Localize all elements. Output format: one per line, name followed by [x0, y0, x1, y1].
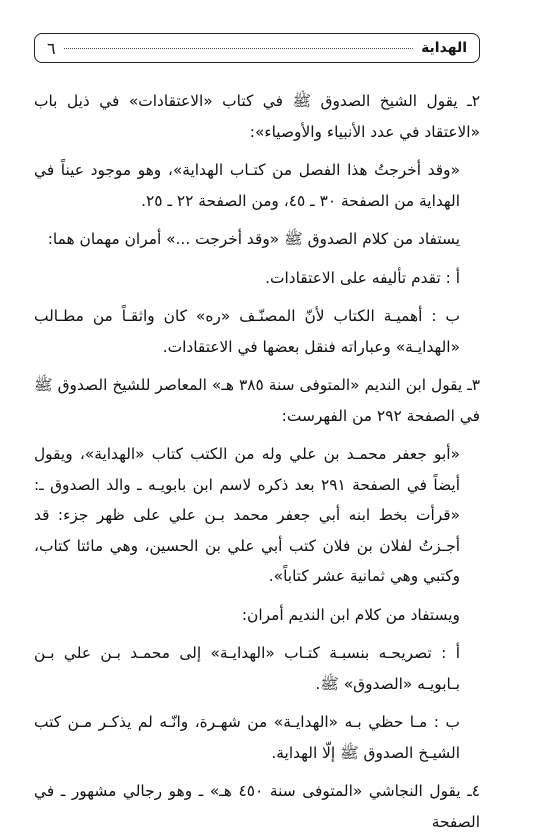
- quote-paragraph: «وقد أخرجتُ هذا الفصل من كتـاب الهداية»، وهو موجود عيناً في الهداية من الصفحة ٣٠ ـ ٤٥، ومن الصفحة ٢٢ ـ ٢٥.: [34, 161, 460, 210]
- page-number: ٦: [47, 38, 56, 58]
- header-dotted-leader: [64, 48, 413, 49]
- paragraph-item-2: ٢ـ يقول الشيخ الصدوق ﷺ في كتاب «الاعتقادات» في ذيل باب «الاعتقاد في عدد الأنبياء والأوصياء»:: [34, 92, 480, 141]
- point-b: ب : أهميـة الكتاب لأنّ المصنّـف «ره» كان واثقـاً من مطـالب «الهدايـة» وعباراته فنقل بعضها في الاعتقادات.: [34, 307, 460, 356]
- paragraph-item-4: ٤ـ يقول النجاشي «المتوفى سنة ٤٥٠ هـ» ـ وهو رجالي مشهور ـ في الصفحة: [34, 782, 480, 831]
- inference-paragraph-2: ويستفاد من كلام ابن النديم أمران:: [241, 605, 460, 624]
- page-header: [34, 33, 480, 63]
- page-body: [34, 86, 480, 837]
- paragraph-item-3: ٣ـ يقول ابن النديم «المتوفى سنة ٣٨٥ هـ» المعاصر للشيخ الصدوق ﷺ في الصفحة ٢٩٢ من الفهرست:: [34, 376, 480, 425]
- book-title: الهداية: [421, 40, 467, 56]
- point-b-2: ب : مـا حظي بـه «الهدايـة» من شهـرة، وانّـه لم يذكـر مـن كتب الشيـخ الصدوق ﷺ إلّا الهداية.: [34, 713, 460, 762]
- fihrist-quote: «أبو جعفر محمـد بن علي وله من الكتب كتاب «الهداية»، ويقول أيضاً في الصفحة ٢٩١ بعد ذكره لاسم ابن بابويـه ـ والد الصدوق ـ: «قرأت بخط ابنه أبي جعفر محمد بـن علي على ظهر جزء: قد أجـزتُ لفلان بن فلان كتب أبي علي بن الحسين، وهي مائتا كتاب، وكتبي وهي ثمانية عشر كتاباً».: [34, 445, 460, 585]
- inference-paragraph: يستفاد من كلام الصدوق ﷺ «وقد أخرجت ...» أمران مهمان هما:: [47, 230, 460, 248]
- point-a: أ : تقدم تأليفه على الاعتقادات.: [265, 268, 460, 287]
- point-a-2: أ : تصريحـه بنسبـة كتـاب «الهدايـة» إلى محمـد بـن علي بـن بـابويـه «الصدوق» ﷺ.: [34, 644, 460, 693]
